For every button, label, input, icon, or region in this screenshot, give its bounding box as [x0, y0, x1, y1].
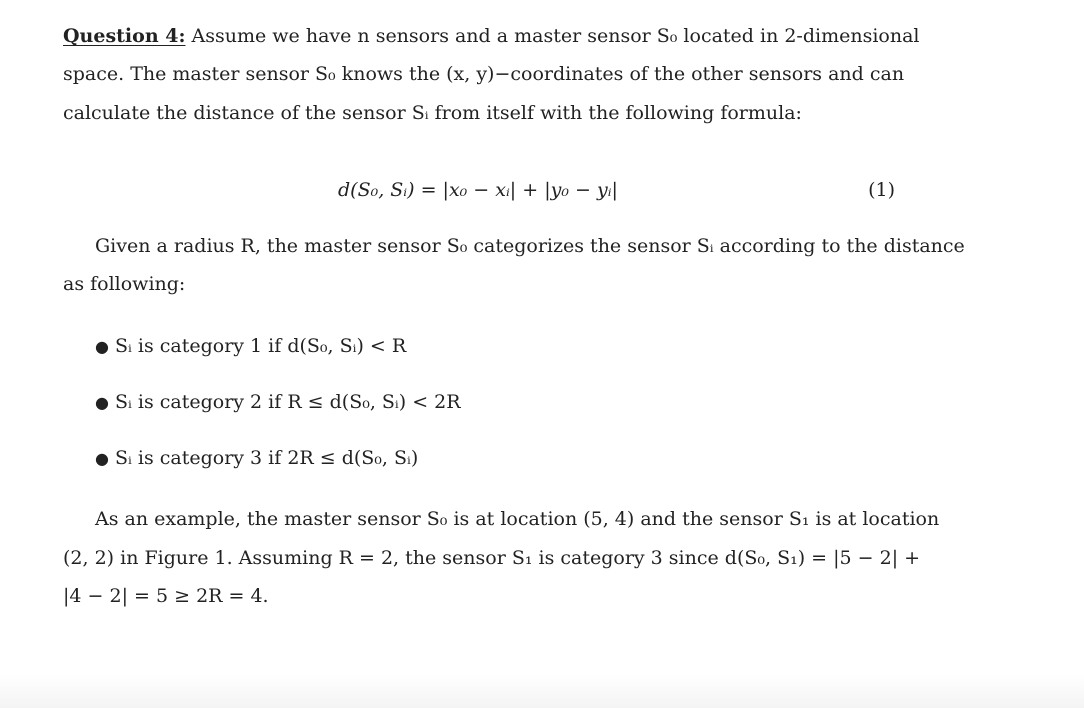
- bullet-category-2: [95, 390, 461, 415]
- question-label: Question 4:: [63, 25, 186, 47]
- bullet-text: Sᵢ is category 1 if d(S₀, Sᵢ) < R: [115, 335, 407, 357]
- bullet-category-3: [95, 446, 418, 471]
- bullet-dot-icon: ●: [95, 449, 109, 468]
- bullet-category-1: [95, 334, 406, 359]
- question-intro-line-3: calculate the distance of the sensor Sᵢ from itself with the following formula:: [63, 102, 802, 124]
- bullet-dot-icon: ●: [95, 337, 109, 356]
- question-intro-line-1: [63, 24, 920, 48]
- example-line-2: (2, 2) in Figure 1. Assuming R = 2, the sensor S₁ is category 3 since d(S₀, S₁) = |5 − 2| +: [63, 547, 921, 569]
- bullet-text: Sᵢ is category 3 if 2R ≤ d(S₀, Sᵢ): [115, 447, 419, 469]
- page-bottom-shadow: [0, 674, 1084, 708]
- bullet-text: Sᵢ is category 2 if R ≤ d(S₀, Sᵢ) < 2R: [115, 391, 461, 413]
- categorize-line-1: Given a radius R, the master sensor S₀ categorizes the sensor Sᵢ according to the distance: [95, 235, 965, 257]
- example-line-1: As an example, the master sensor S₀ is at location (5, 4) and the sensor S₁ is at location: [95, 508, 940, 530]
- example-line-3: |4 − 2| = 5 ≥ 2R = 4.: [63, 585, 269, 607]
- equation-number: (1): [868, 179, 895, 201]
- distance-formula: d(S₀, Sᵢ) = |x₀ − xᵢ| + |y₀ − yᵢ|: [338, 179, 618, 201]
- question-intro-line-2: space. The master sensor S₀ knows the (x, y)−coordinates of the other sensors and can: [63, 63, 905, 85]
- bullet-dot-icon: ●: [95, 393, 109, 412]
- categorize-line-2: as following:: [63, 273, 186, 295]
- question-intro-text-1: Assume we have n sensors and a master sensor S₀ located in 2-dimensional: [185, 25, 920, 47]
